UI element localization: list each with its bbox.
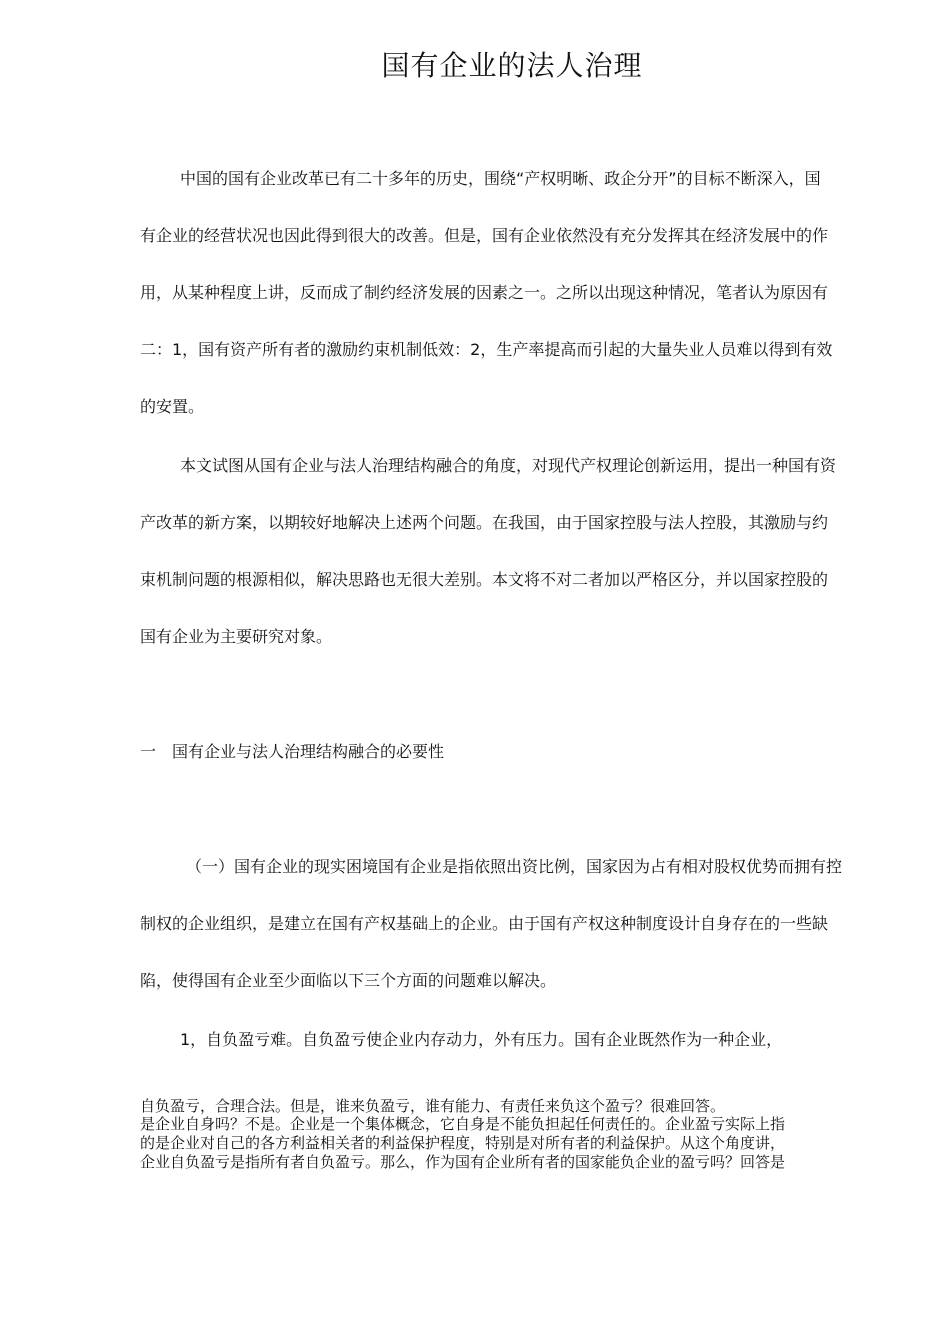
paragraph-1-line-4: 二：1，国有资产所有者的激励约束机制低效：2，生产率提高而引起的大量失业人员难以得到有效 [140,340,833,359]
paragraph-2-line-3: 束机制问题的根源相似，解决思路也无很大差别。本文将不对二者加以严格区分，并以国家控股的 [140,570,829,589]
paragraph-5-line-1: 自负盈亏，合理合法。但是，谁来负盈亏，谁有能力、有责任来负这个盈亏？很难回答。 [140,1097,726,1115]
paragraph-5-line-3: 的是企业对自己的各方利益相关者的利益保护程度，特别是对所有者的利益保护。从这个角度讲， [140,1134,786,1152]
paragraph-1-line-2: 有企业的经营状况也因此得到很大的改善。但是，国有企业依然没有充分发挥其在经济发展中的作 [140,226,829,245]
paragraph-4-line-1: 1，自负盈亏难。自负盈亏使企业内存动力，外有压力。国有企业既然作为一种企业， [180,1030,783,1049]
paragraph-2-line-2: 产改革的新方案，以期较好地解决上述两个问题。在我国，由于国家控股与法人控股，其激励与约 [140,513,829,532]
paragraph-3-line-3: 陷，使得国有企业至少面临以下三个方面的问题难以解决。 [140,971,557,990]
paragraph-1-line-3: 用，从某种程度上讲，反而成了制约经济发展的因素之一。之所以出现这种情况，笔者认为原因有 [140,283,829,302]
paragraph-2-line-1: 本文试图从国有企业与法人治理结构融合的角度，对现代产权理论创新运用，提出一种国有资 [180,456,837,475]
paragraph-2-line-4: 国有企业为主要研究对象。 [140,627,333,646]
paragraph-1-line-1: 中国的国有企业改革已有二十多年的历史，围绕“产权明晰、政企分开”的目标不断深入，国 [180,169,821,188]
document-title: 国有企业的法人治理 [381,49,643,82]
section-heading: 一 国有企业与法人治理结构融合的必要性 [140,742,445,761]
paragraph-5-line-4: 企业自负盈亏是指所有者自负盈亏。那么，作为国有企业所有者的国家能负企业的盈亏吗？回答是 [140,1153,786,1171]
paragraph-3-line-1: （一）国有企业的现实困境国有企业是指依照出资比例，国家因为占有相对股权优势而拥有控 [186,857,843,876]
paragraph-1-line-5: 的安置。 [140,397,205,416]
paragraph-3-line-2: 制权的企业组织，是建立在国有产权基础上的企业。由于国有产权这种制度设计自身存在的一些缺 [140,914,829,933]
paragraph-5-line-2: 是企业自身吗？不是。企业是一个集体概念，它自身是不能负担起任何责任的。企业盈亏实际上指 [140,1115,786,1133]
